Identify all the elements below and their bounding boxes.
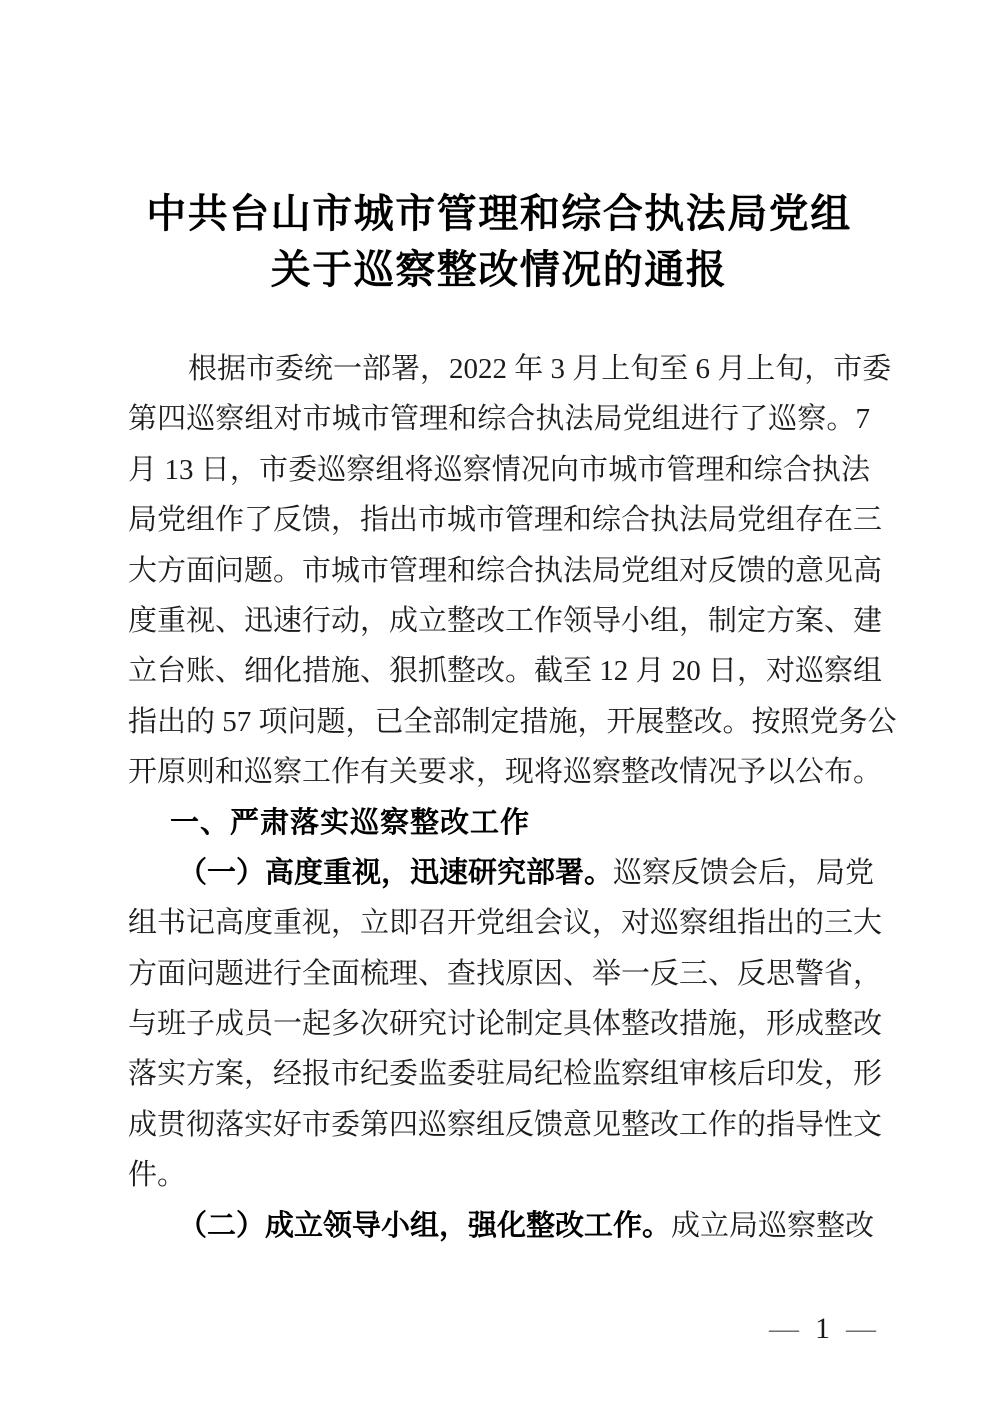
footer-dash-right: —: [846, 1312, 876, 1345]
body-line-14: 与班子成员一起多次研究讨论制定具体整改措施，形成整改: [128, 1008, 883, 1041]
body-line-15: 落实方案，经报市纪委监委驻局纪检监察组审核后印发，形: [128, 1058, 883, 1091]
body-line-4: 局党组作了反馈，指出市城市管理和综合执法局党组存在三: [128, 504, 883, 537]
document-title-line1: 中共台山市城市管理和综合执法局党组: [146, 191, 852, 236]
page-footer: [769, 1313, 876, 1345]
body-line-6: 度重视、迅速行动，成立整改工作领导小组，制定方案、建: [128, 604, 883, 637]
body-line-3: 月 13 日，市委巡察组将巡察情况向市城市管理和综合执法: [128, 453, 870, 486]
body-line-16: 成贯彻落实好市委第四巡察组反馈意见整改工作的指导性文: [128, 1108, 883, 1141]
page-number: 1: [815, 1312, 830, 1345]
body-line-18-text: 成立局巡察整改: [671, 1209, 875, 1242]
body-line-5: 大方面问题。市城市管理和综合执法局党组对反馈的意见高: [128, 554, 883, 587]
document-body: [128, 344, 897, 1251]
subheading-1-1: （一）高度重视，迅速研究部署。: [178, 856, 614, 889]
body-line-1: 根据市委统一部署，2022 年 3 月上旬至 6 月上旬，市委: [188, 353, 892, 385]
body-line-13: 方面问题进行全面梳理、查找原因、举一反三、反思警省，: [128, 957, 883, 990]
body-line-17: 件。: [128, 1159, 187, 1192]
body-line-18: [128, 1201, 875, 1251]
body-line-2: 第四巡察组对市城市管理和综合执法局党组进行了巡察。7: [128, 403, 870, 436]
document-title: [128, 186, 870, 298]
footer-dash-left: —: [769, 1312, 799, 1345]
body-line-9: 开原则和巡察工作有关要求，现将巡察整改情况予以公布。: [128, 756, 883, 789]
body-line-12: 组书记高度重视，立即召开党组会议，对巡察组指出的三大: [128, 907, 883, 940]
body-line-11-text: 巡察反馈会后，局党: [613, 856, 875, 889]
body-line-8: 指出的 57 项问题，已全部制定措施，开展整改。按照党务公: [128, 705, 897, 738]
body-line-11: [128, 848, 875, 898]
body-line-7: 立台账、细化措施、狠抓整改。截至 12 月 20 日，对巡察组: [128, 655, 883, 688]
subheading-1-2: （二）成立领导小组，强化整改工作。: [178, 1209, 672, 1242]
section-heading-1: 一、严肃落实巡察整改工作: [170, 806, 531, 839]
document-title-line2: 关于巡察整改情况的通报: [270, 247, 728, 292]
